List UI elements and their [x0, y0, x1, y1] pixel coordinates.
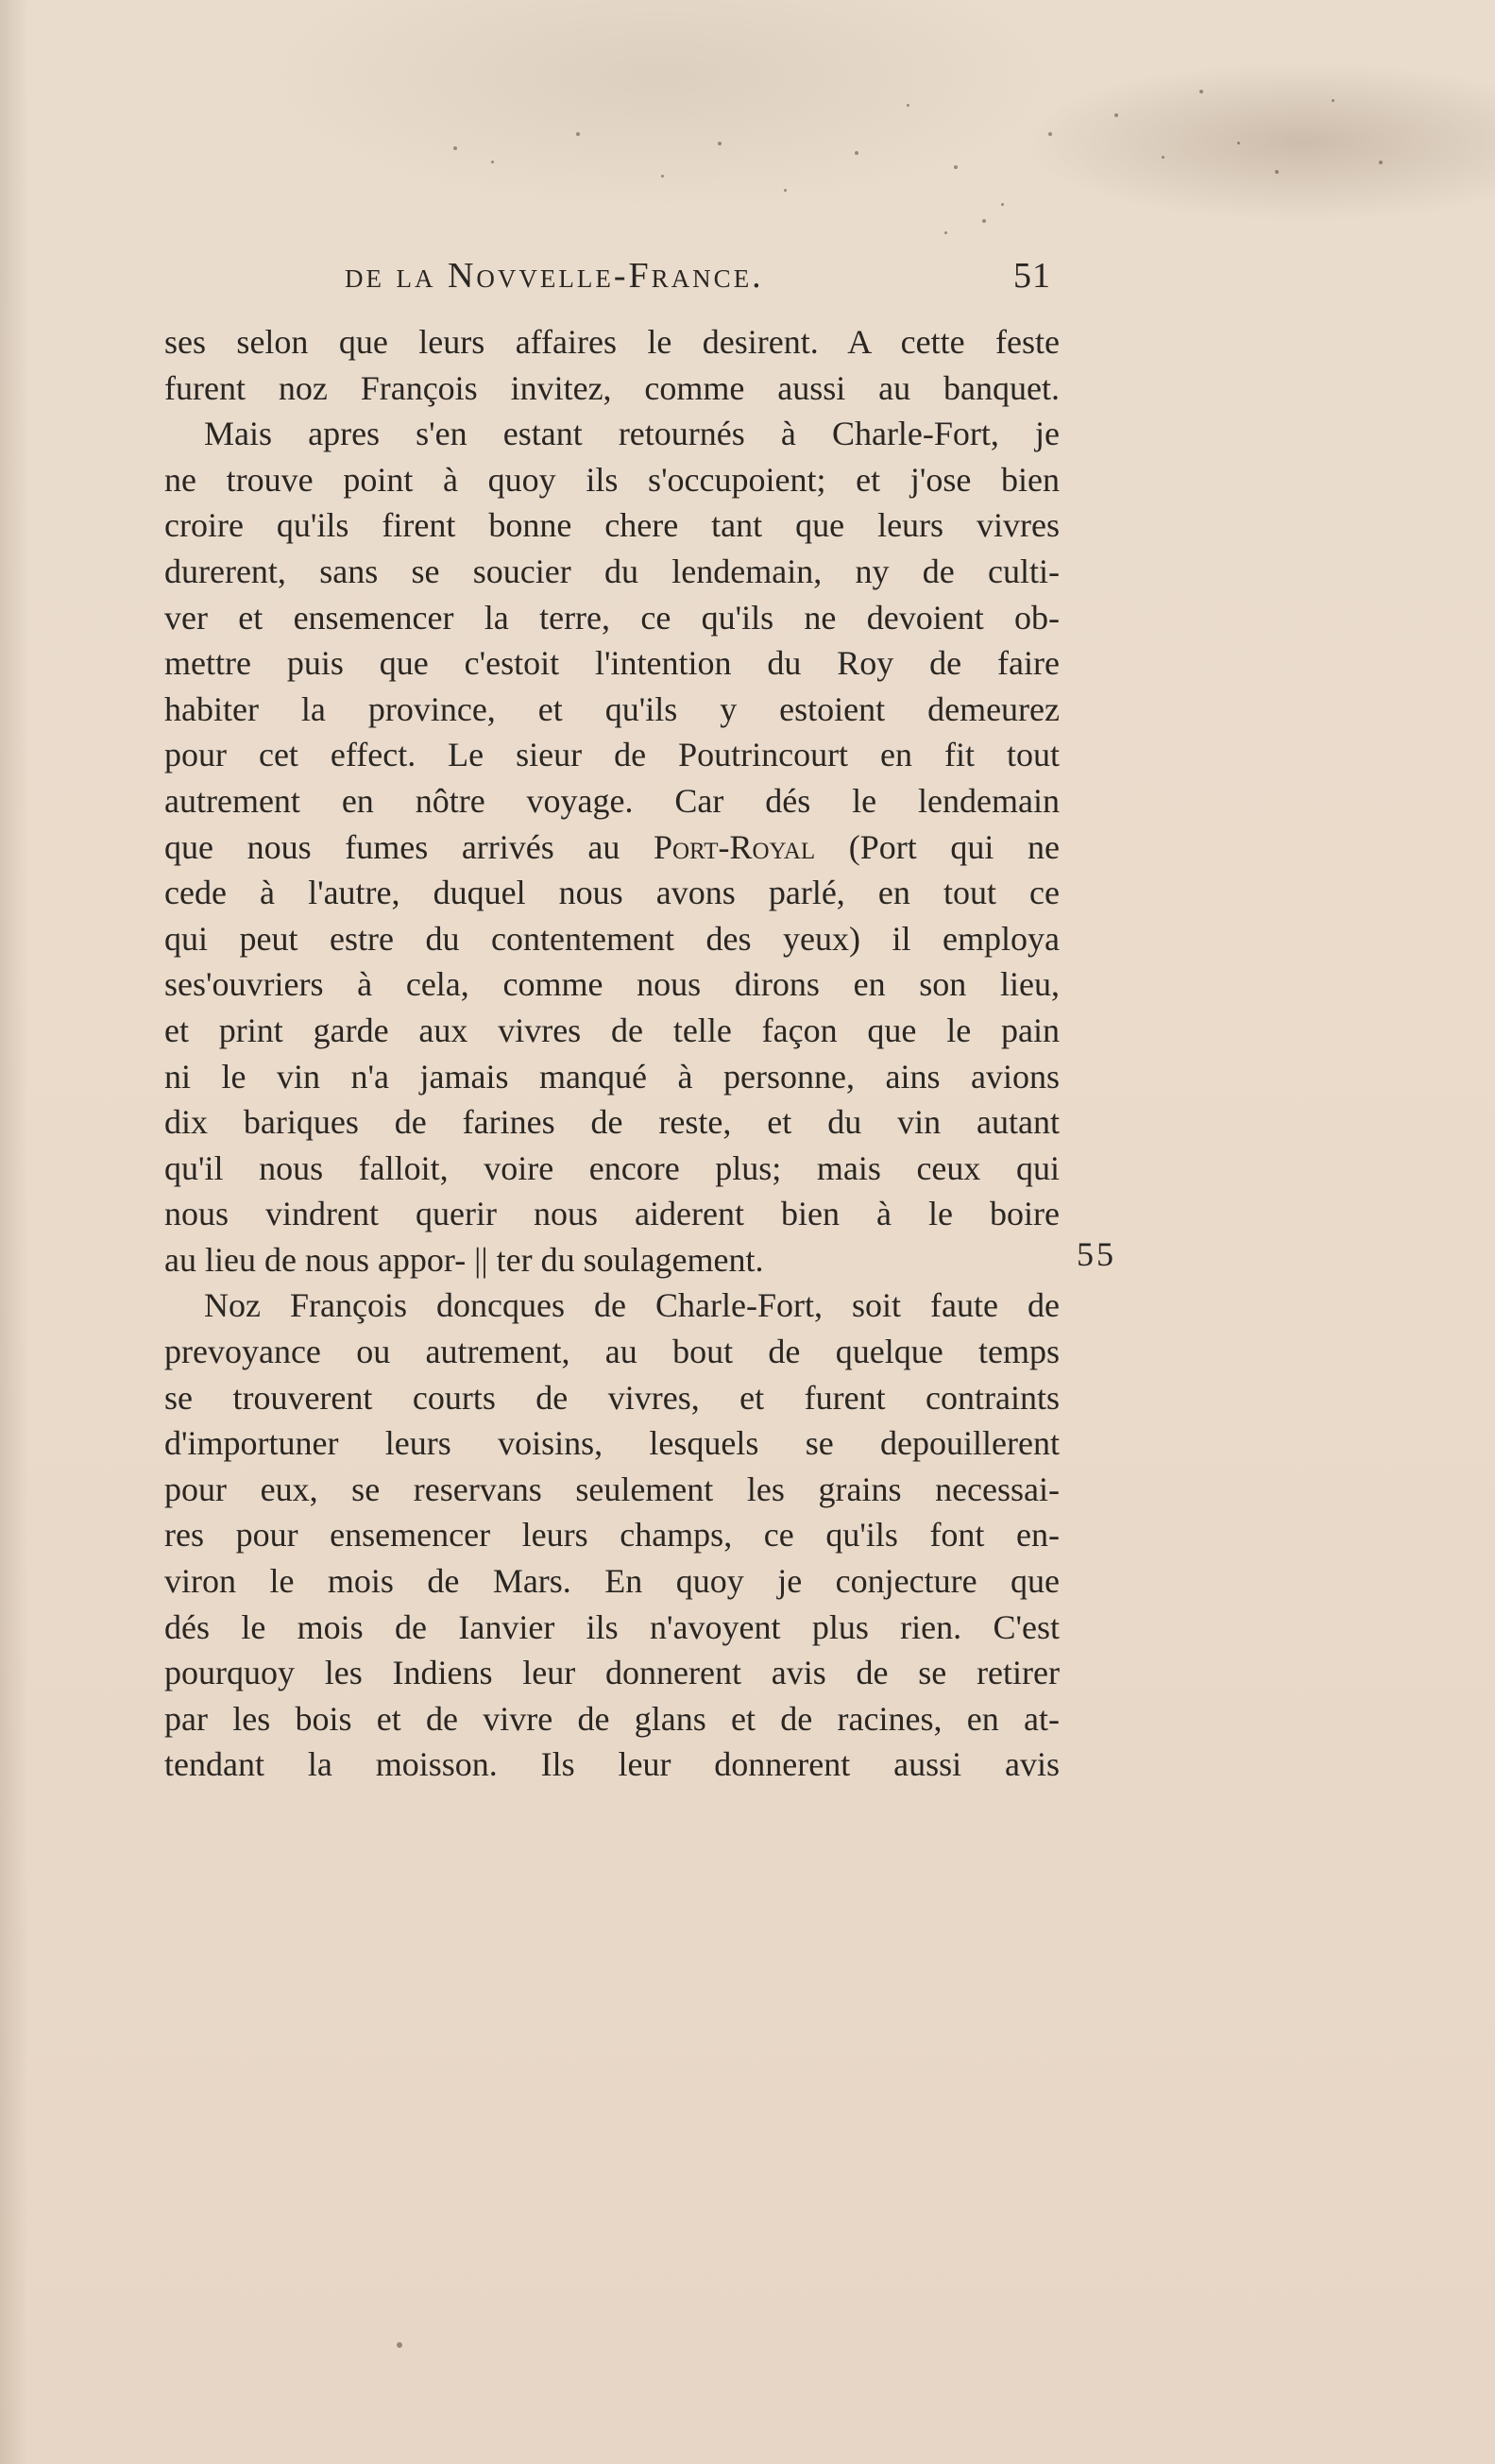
text-line: ses selon que leurs affaires le desirent. A cette feste	[164, 323, 1060, 361]
foxing-spot	[491, 161, 494, 163]
foxing-spot	[1379, 161, 1383, 164]
text-line: autrement en nôtre voyage. Car dés le lendemain	[164, 781, 1060, 820]
place-name-small-caps: Port-Royal	[653, 827, 816, 866]
foxing-spot	[576, 132, 580, 136]
text-line: mettre puis que c'estoit l'intention du Roy de faire	[164, 644, 1060, 683]
text-line: prevoyance ou autrement, au bout de quelque temps	[164, 1333, 1060, 1371]
foxing-spot	[661, 175, 664, 178]
text-line: nous vindrent querir nous aiderent bien à le boire	[164, 1195, 1060, 1233]
running-head	[345, 255, 1062, 302]
foxing-spot	[954, 165, 958, 169]
foxing-spot	[1332, 99, 1334, 102]
foxing-spot	[397, 2342, 402, 2348]
text-line: par les bois et de vivre de glans et de racines, en at-	[164, 1699, 1060, 1738]
foxing-spot	[982, 219, 986, 223]
text-line: ne trouve point à quoy ils s'occupoient; et j'ose bien	[164, 460, 1060, 499]
foxing-spot	[1237, 142, 1240, 144]
foxing-spot	[1199, 90, 1203, 93]
text-line: durerent, sans se soucier du lendemain, ny de culti-	[164, 552, 1060, 590]
foxing-spot	[1275, 170, 1279, 174]
text-line: qu'il nous falloit, voire encore plus; mais ceux qui	[164, 1148, 1060, 1187]
body-text	[164, 319, 1060, 1788]
text-line: cede à l'autre, duquel nous avons parlé, en tout ce	[164, 874, 1060, 912]
margin-page-reference: 55	[1077, 1235, 1116, 1273]
text-line: qui peut estre du contentement des yeux) il employa	[164, 919, 1060, 958]
text-line: que nous fumes arrivés au Port-Royal (Port qui ne	[164, 827, 1061, 866]
foxing-spot	[1162, 156, 1164, 159]
foxing-spot	[855, 151, 858, 155]
text-line: pourquoy les Indiens leur donnerent avis de se retirer	[164, 1654, 1060, 1692]
text-line: tendant la moisson. Ils leur donnerent aussi avis	[164, 1745, 1060, 1784]
page-number: 51	[1013, 256, 1051, 296]
foxing-spot	[907, 104, 909, 107]
text-line: pour eux, se reservans seulement les grains necessai-	[164, 1470, 1060, 1508]
paragraph-first-line: Noz François doncques de Charle-Fort, soit faute de	[204, 1286, 1060, 1325]
text-line: viron le mois de Mars. En quoy je conjecture que	[164, 1562, 1060, 1601]
text-line: et print garde aux vivres de telle façon que le pain	[164, 1011, 1060, 1049]
foxing-spot	[1001, 203, 1004, 206]
paragraph-first-line: Mais apres s'en estant retournés à Charle-Fort, je	[204, 415, 1060, 453]
text-line: habiter la province, et qu'ils y estoient demeurez	[164, 689, 1060, 728]
foxing-spot	[718, 142, 722, 145]
foxing-spot	[944, 231, 947, 234]
foxing-spot	[1114, 113, 1118, 117]
text-line: pour cet effect. Le sieur de Poutrincourt en fit tout	[164, 736, 1060, 774]
paragraph-last-line: au lieu de nous appor- || ter du soulagement.	[164, 1240, 764, 1279]
text-line: dés le mois de Ianvier ils n'avoyent plus rien. C'est	[164, 1607, 1060, 1646]
text-line: ver et ensemencer la terre, ce qu'ils ne devoient ob-	[164, 598, 1060, 637]
foxing-spot	[1048, 132, 1052, 136]
text-line: croire qu'ils firent bonne chere tant que leurs vivres	[164, 506, 1060, 545]
text-line: dix bariques de farines de reste, et du vin autant	[164, 1103, 1060, 1142]
text-line: se trouverent courts de vivres, et furent contraints	[164, 1378, 1060, 1417]
text-line: ses'ouvriers à cela, comme nous dirons en son lieu,	[164, 965, 1060, 1004]
text-line: furent noz François invitez, comme aussi au banquet.	[164, 368, 1060, 407]
text-line: res pour ensemencer leurs champs, ce qu'ils font en-	[164, 1516, 1060, 1555]
foxing-spot	[784, 189, 787, 192]
running-head-title: de la Novvelle-France.	[345, 256, 764, 296]
text-line: ni le vin n'a jamais manqué à personne, ains avions	[164, 1057, 1060, 1096]
foxing-spot	[453, 146, 457, 150]
text-line: d'importuner leurs voisins, lesquels se depouillerent	[164, 1424, 1060, 1463]
